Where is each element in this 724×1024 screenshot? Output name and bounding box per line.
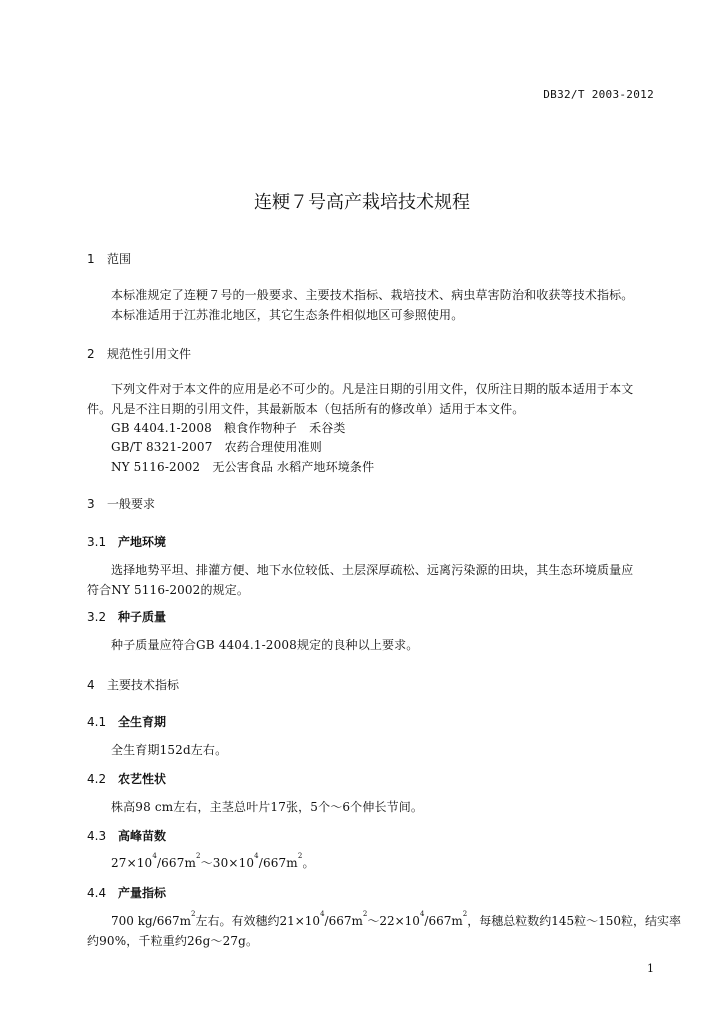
subsection-title: 产地环境	[118, 535, 167, 549]
subsection-title: 全生育期	[118, 715, 167, 729]
subsection-4-2-paragraph: 株高98 cm左右，主茎总叶片17张，5个～6个伸长节间。	[111, 800, 424, 814]
subsection-4-1-paragraph: 全生育期152d左右。	[111, 743, 228, 757]
subsection-4-4-heading	[87, 884, 166, 901]
reference-item: GB/T 8321-2007 农药合理使用准则	[111, 440, 322, 454]
subsection-4-3-paragraph: $27\times 10^4/667m^2\sim 30\times 10^4/667m^2$。	[111, 852, 315, 870]
section-3-heading	[87, 495, 155, 512]
subsection-number: 3.1	[87, 535, 107, 549]
section-2-paragraph-line-1: 下列文件对于本文件的应用是必不可少的。凡是注日期的引用文件，仅所注日期的版本适用于本文	[111, 382, 634, 396]
section-2-heading	[87, 345, 191, 362]
section-1-paragraph-2: 本标准适用于江苏淮北地区，其它生态条件相似地区可参照使用。	[111, 308, 464, 322]
section-2-paragraph-line-2: 件。凡是不注日期的引用文件，其最新版本（包括所有的修改单）适用于本文件。	[87, 402, 525, 416]
section-title: 范围	[107, 252, 132, 266]
subsection-4-1-heading	[87, 713, 166, 730]
section-1-paragraph-1: 本标准规定了连粳７号的一般要求、主要技术指标、栽培技术、病虫草害防治和收获等技术指标。	[111, 288, 634, 302]
subsection-4-3-heading	[87, 827, 166, 844]
subsection-number: 3.2	[87, 610, 107, 624]
subsection-3-1-paragraph-line-2: 符合NY 5116-2002的规定。	[87, 583, 250, 597]
subsection-number: 4.2	[87, 772, 107, 786]
reference-item: GB 4404.1-2008 粮食作物种子 禾谷类	[111, 421, 346, 435]
page-number: 1	[647, 962, 654, 975]
section-number: 2	[87, 347, 95, 361]
subsection-number: 4.4	[87, 886, 107, 900]
section-1-heading	[87, 250, 131, 267]
section-4-heading	[87, 676, 179, 693]
subsection-title: 产量指标	[118, 886, 167, 900]
subsection-4-4-paragraph-line-2: 约90%，千粒重约26g～27g。	[87, 934, 259, 948]
subsection-title: 农艺性状	[118, 772, 167, 786]
subsection-4-2-heading	[87, 770, 166, 787]
subsection-3-1-paragraph-line-1: 选择地势平坦、排灌方便、地下水位较低、土层深厚疏松、远离污染源的田块，其生态环境质量应	[111, 563, 634, 577]
reference-item: NY 5116-2002 无公害食品 水稻产地环境条件	[111, 460, 375, 474]
section-number: 3	[87, 497, 95, 511]
subsection-3-2-paragraph: 种子质量应符合GB 4404.1-2008规定的良种以上要求。	[111, 638, 419, 652]
subsection-title: 高峰苗数	[118, 829, 167, 843]
subsection-3-2-heading	[87, 608, 166, 625]
subsection-title: 种子质量	[118, 610, 167, 624]
subsection-4-4-paragraph-line-1: 700 $kg/667m^2$左右。有效穗约$21\times 10^4/667m^2\sim 22\times 10^4/667m^2$，每穗总粒数约145粒～150粒，结实率	[111, 910, 682, 928]
section-title: 一般要求	[107, 497, 156, 511]
section-number: 4	[87, 678, 95, 692]
page-title: 连粳７号高产栽培技术规程	[254, 192, 470, 213]
section-title: 规范性引用文件	[107, 347, 192, 361]
document-code: DB32/T 2003-2012	[543, 88, 654, 101]
section-title: 主要技术指标	[107, 678, 180, 692]
subsection-number: 4.3	[87, 829, 107, 843]
section-number: 1	[87, 252, 95, 266]
subsection-number: 4.1	[87, 715, 107, 729]
subsection-3-1-heading	[87, 533, 166, 550]
